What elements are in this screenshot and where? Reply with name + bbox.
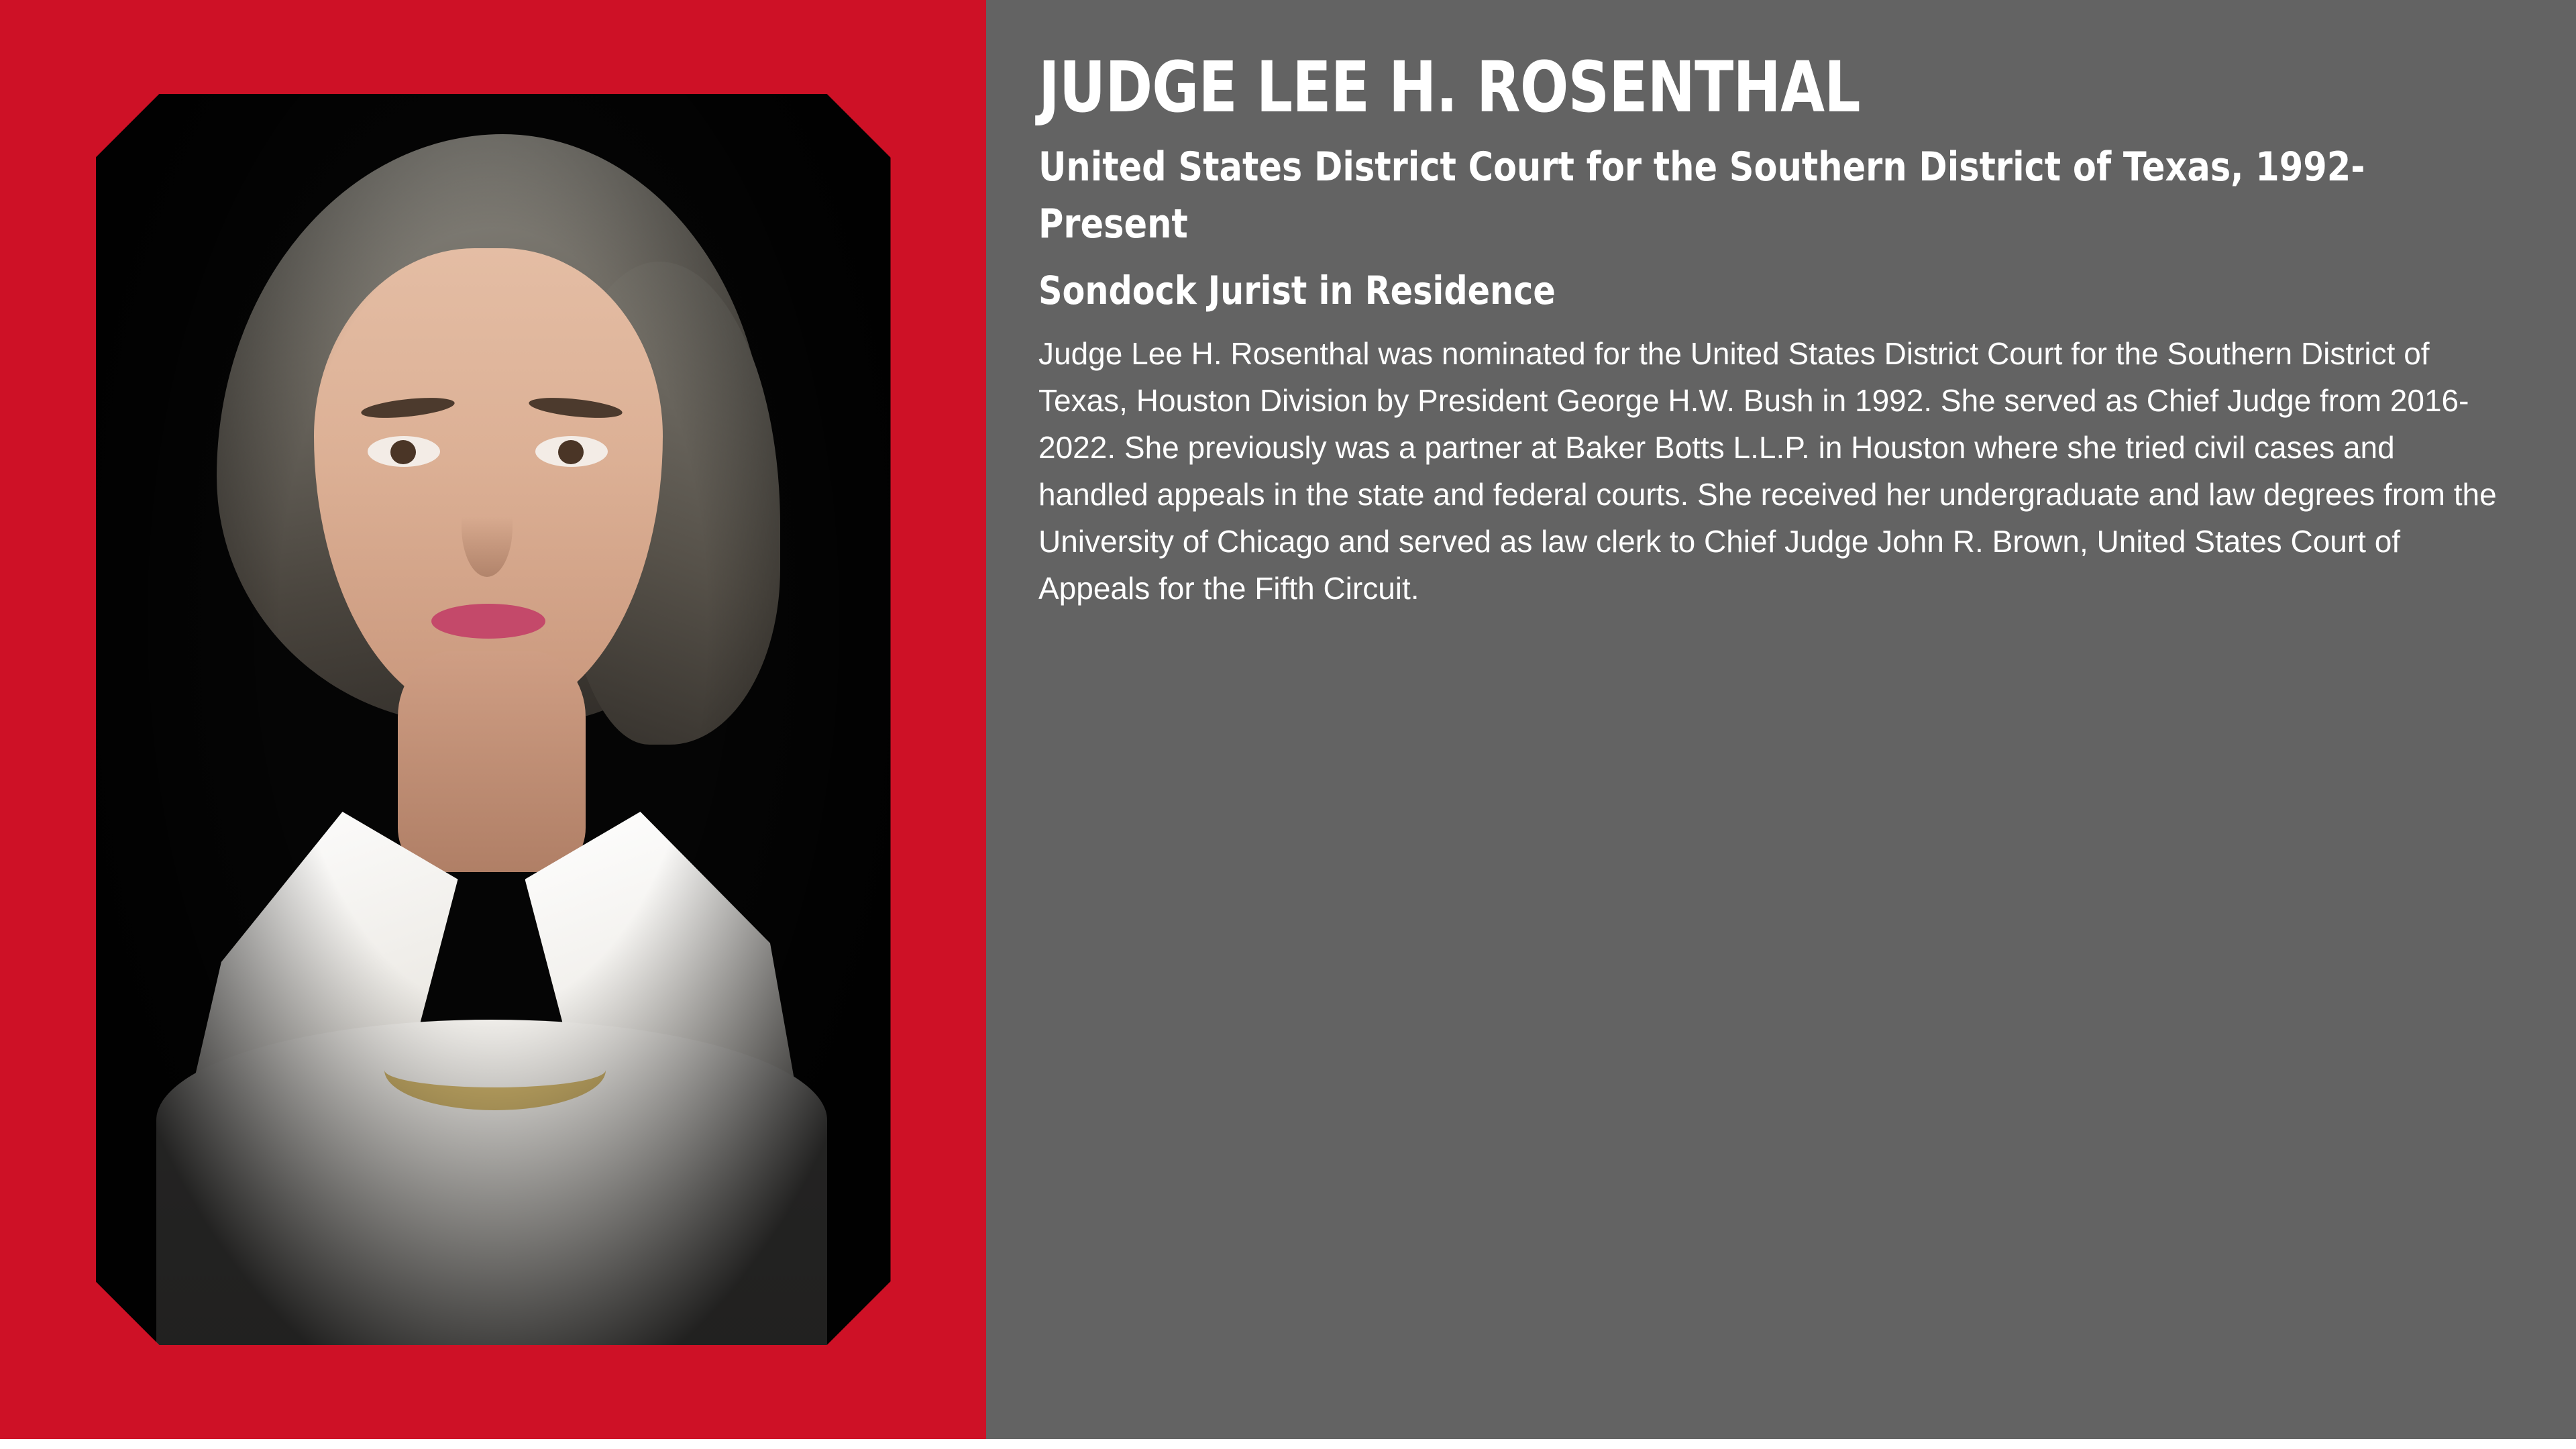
- portrait-frame: [96, 94, 891, 1345]
- portrait-panel: [0, 0, 986, 1439]
- judge-role-title: Sondock Jurist in Residence: [1038, 267, 1556, 313]
- bottom-divider: [0, 1439, 2576, 1449]
- judge-court-subtitle: United States District Court for the Southern District of Texas, 1992-Present: [1038, 144, 2365, 248]
- portrait-vignette: [96, 94, 891, 1345]
- page-title: JUDGE LEE H. ROSENTHAL: [1038, 46, 1860, 128]
- profile-info-panel: [986, 0, 2576, 1439]
- portrait-photo: [96, 94, 891, 1345]
- judge-biography-text: Judge Lee H. Rosenthal was nominated for the United States District Court for the Southern District of Texas, Houston Division by President George H.W. Bush in 1992. She served as Chief Judge from 2016-2022. She previously was a partner at Baker Botts L.L.P. in Houston where she tried civil cases and handled appeals in the state and federal courts. She received her undergraduate and law degrees from the University of Chicago and served as law clerk to Chief Judge John R. Brown, United States Court of Appeals for the Fifth Circuit.: [1038, 336, 2497, 606]
